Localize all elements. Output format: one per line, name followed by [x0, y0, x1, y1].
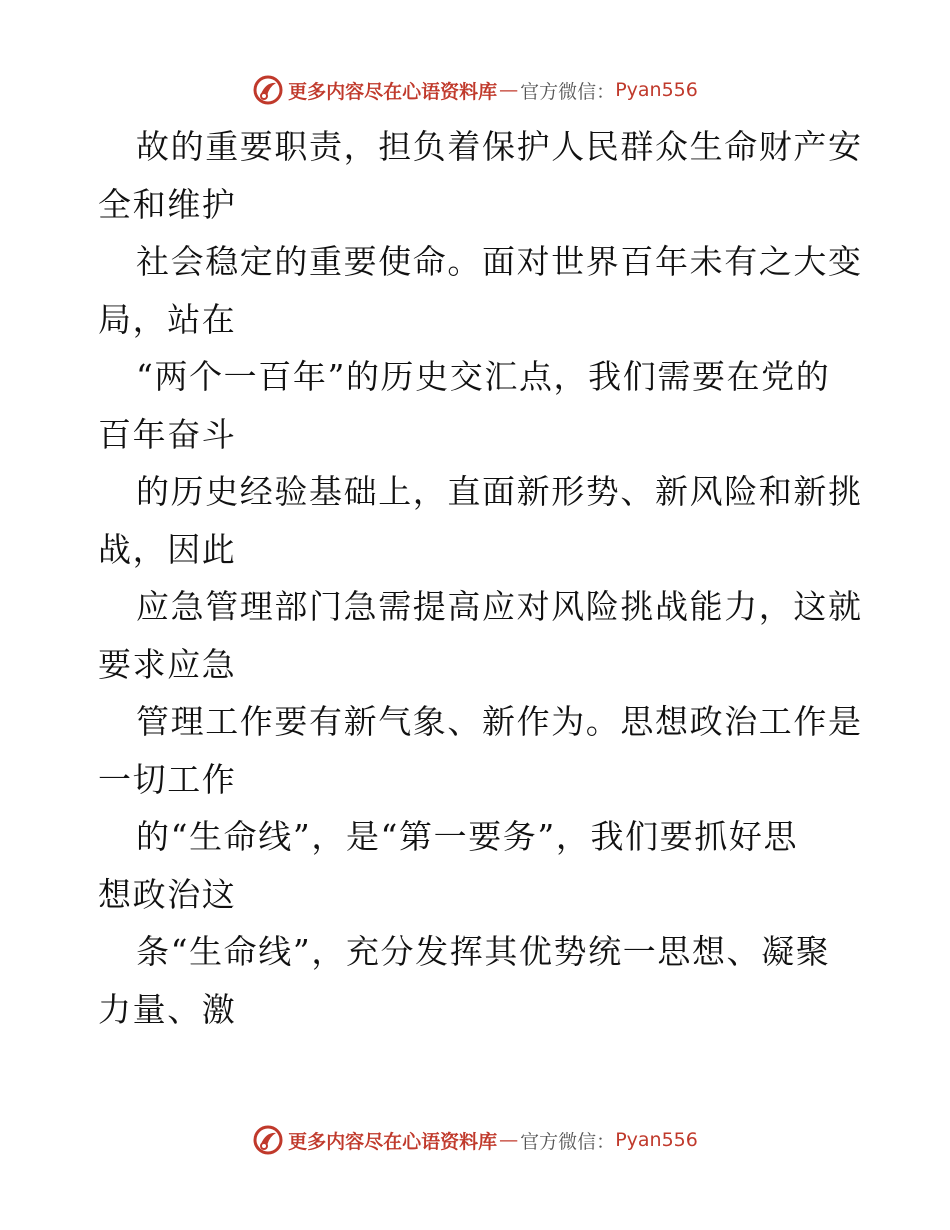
brand-logo-icon — [252, 1124, 284, 1156]
watermark-dash: — — [499, 1129, 519, 1151]
paragraph-line: 百年奋斗 — [98, 414, 237, 454]
header-watermark — [0, 70, 950, 110]
paragraph-line: 想政治这 — [98, 874, 237, 914]
paragraph — [98, 233, 863, 348]
paragraph — [98, 118, 863, 233]
watermark-official-label: 官方微信： — [520, 1130, 616, 1153]
paragraph-line: 应急管理部门急需提高应对风险挑战能力，这就 — [136, 587, 863, 626]
paragraph-line: 战，因此 — [98, 529, 237, 569]
watermark-brand: 更多内容尽在心语资料库 — [288, 1130, 498, 1153]
paragraph-line: 要求应急 — [98, 644, 237, 684]
paragraph-line: 的“生命线”，是“第一要务”，我们要抓好思 — [136, 817, 799, 856]
paragraph-line: 力量、激 — [98, 989, 237, 1029]
watermark-brand: 更多内容尽在心语资料库 — [288, 80, 498, 103]
paragraph — [98, 578, 863, 693]
brand-logo-icon — [252, 74, 284, 106]
paragraph-line: 全和维护 — [98, 184, 237, 224]
paragraph-line: 一切工作 — [98, 759, 237, 799]
paragraph — [98, 463, 863, 578]
paragraph — [98, 808, 858, 923]
watermark-wechat-id: Pyan556 — [615, 79, 698, 101]
paragraph — [98, 693, 863, 808]
paragraph-line: 故的重要职责，担负着保护人民群众生命财产安 — [136, 127, 863, 166]
paragraph-line: 条“生命线”，充分发挥其优势统一思想、凝聚 — [136, 932, 831, 971]
watermark-official-label: 官方微信： — [520, 80, 616, 103]
document-body — [98, 118, 863, 1038]
paragraph — [98, 923, 858, 1038]
paragraph-line: 社会稳定的重要使命。面对世界百年未有之大变 — [136, 242, 863, 281]
paragraph-line: “两个一百年”的历史交汇点，我们需要在党的 — [136, 357, 831, 396]
paragraph — [98, 348, 858, 463]
footer-watermark — [0, 1120, 950, 1160]
paragraph-line: 的历史经验基础上，直面新形势、新风险和新挑 — [136, 472, 863, 511]
paragraph-line: 局，站在 — [98, 299, 237, 339]
watermark-wechat-id: Pyan556 — [615, 1129, 698, 1151]
watermark-dash: — — [499, 79, 519, 101]
paragraph-line: 管理工作要有新气象、新作为。思想政治工作是 — [136, 702, 863, 741]
